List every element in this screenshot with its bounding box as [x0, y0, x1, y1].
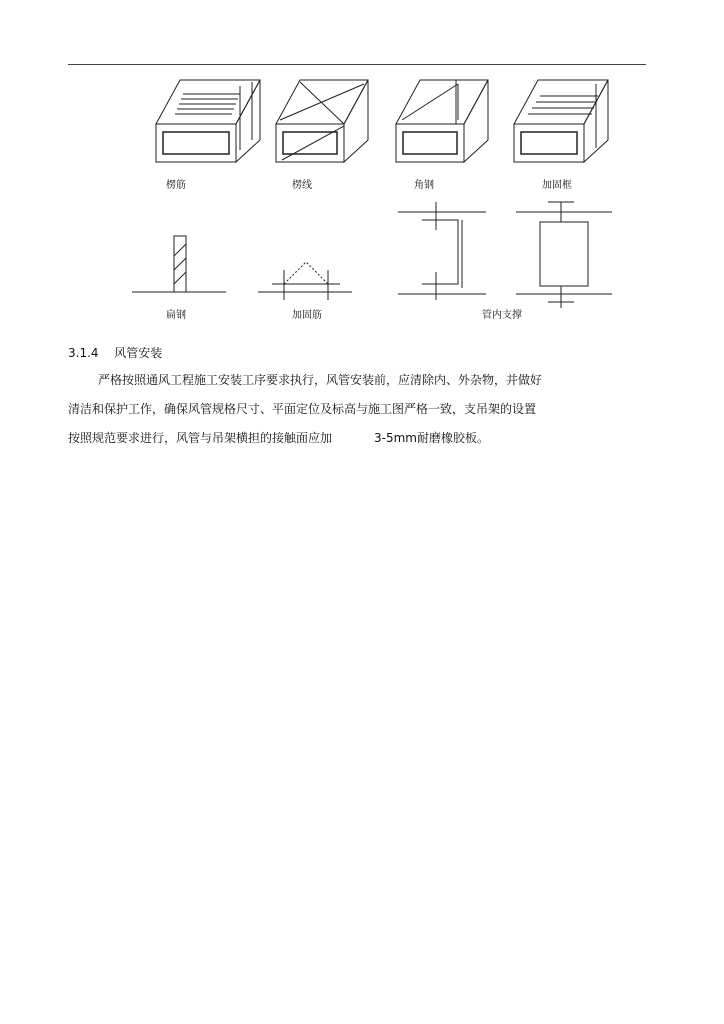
section-title: 风管安装: [114, 346, 163, 360]
flat-steel-drawing: [132, 236, 226, 292]
paragraph-line-3-tail: 3-5mm耐磨橡胶板。: [374, 431, 489, 445]
duct-jiao-gang-drawing: [396, 80, 488, 162]
body-paragraph: [68, 366, 628, 453]
caption-guan-nei-zhi-cheng: 管内支撑: [482, 310, 522, 321]
internal-support-left-drawing: [398, 202, 486, 300]
caption-jia-gu-kuang: 加固框: [542, 180, 572, 191]
duct-leng-xian-drawing: [276, 80, 368, 162]
section-heading: [68, 344, 162, 361]
paragraph-line-3-head: 按照规范要求进行，风管与吊架横担的接触面应加: [68, 431, 333, 445]
caption-leng-jin: 楞筋: [166, 180, 186, 191]
caption-jia-gu-jin: 加固筋: [292, 310, 322, 321]
internal-support-right-drawing: [516, 202, 612, 308]
duct-reinforcement-figure: [0, 0, 724, 330]
duct-jia-gu-kuang-drawing: [514, 80, 608, 162]
paragraph-line-3: [68, 424, 628, 453]
paragraph-line-2: 清洁和保护工作，确保风管规格尺寸、平面定位及标高与施工图严格一致，支吊架的设置: [68, 402, 537, 416]
paragraph-line-1: 严格按照通风工程施工安装工序要求执行，风管安装前，应清除内、外杂物，并做好: [98, 373, 543, 387]
section-number: 3.1.4: [68, 346, 99, 360]
caption-jiao-gang: 角钢: [414, 180, 434, 191]
caption-leng-xian: 楞线: [292, 180, 312, 191]
reinforcing-rib-drawing: [258, 262, 352, 300]
caption-bian-gang: 扁钢: [166, 310, 186, 321]
duct-leng-jin-drawing: [156, 80, 260, 162]
